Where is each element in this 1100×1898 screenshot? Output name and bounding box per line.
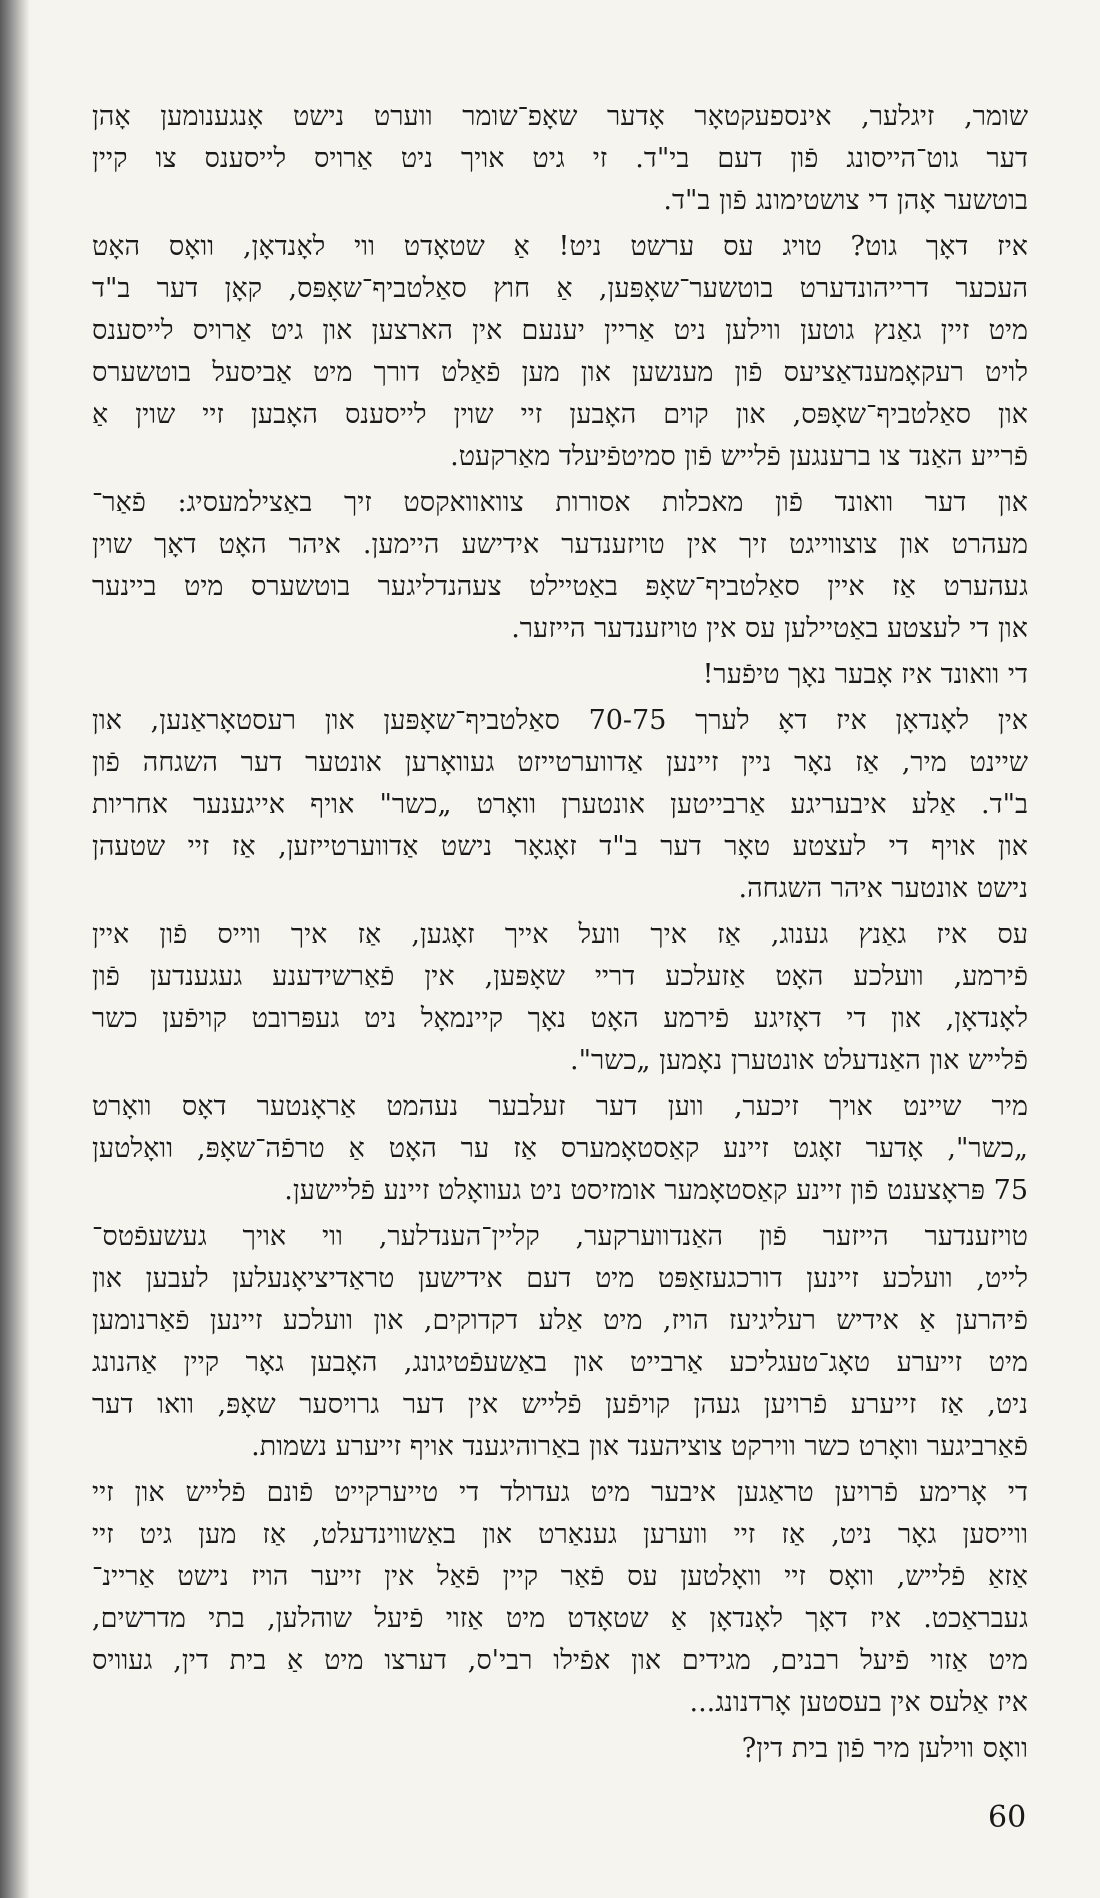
text-line: דער גוט־הייסונג פֿון דעם בי"ד. זי גיט אויך ניט אַרויס לייסענס צו קיין: [92, 143, 1028, 174]
paragraph-8: [92, 1216, 1028, 1468]
text-line: פֿירמע, וועלכע האָט אַזעלכע דריי שאָפּען, אין פֿאַרשידענע געגענדען פֿון: [92, 961, 1028, 992]
paragraph-4: [92, 654, 1028, 696]
text-line: פֿיהרען אַ אידיש רעליגיעז הויז, מיט אַלע דקדוקים, און וועלכע זיינען פֿאַרנומען: [92, 1305, 1028, 1336]
text-line: פֿרייע האַנד צו ברענגען פֿלייש פֿון סמיטפֿיעלד מאַרקעט.: [450, 441, 1028, 472]
text-line: „כשר", אָדער זאָגט זיינע קאַסטאָמערס אַז ער האָט אַ טרפֿה־שאָפּ, וואָלטען: [92, 1133, 1028, 1164]
text-line: פֿאַרביגער וואָרט כשר ווירקט צוציהענד און באַרוהיגענד אויף זייערע נשמות.: [251, 1431, 1028, 1462]
paragraph-1: [92, 96, 1028, 222]
text-line: ווייסען גאָר ניט, אַז זיי ווערען גענאַרט און באַשווינדעלט, אַז מען גיט זיי: [92, 1519, 1028, 1550]
text-line: נישט אונטער איהר השגחה.: [738, 873, 1028, 904]
text-line: און דער וואונד פֿון מאכלות אסורות צוואוואקסט זיך באַצילמעסיג: פֿאַר־: [92, 487, 1028, 518]
text-line: 75 פּראָצענט פֿון זיינע קאַסטאָמער אומזיסט ניט געוואָלט זיינע פֿליישען.: [284, 1175, 1028, 1206]
text-line: און אויף די לעצטע טאָר דער ב"ד זאָגאָר נישט אַדווערטייזען, אַז זיי שטעהן: [92, 831, 1028, 862]
text-line: ניט, אַז זייערע פֿרויען געהן קויפֿען פֿלייש אין דער גרויסער שאָפּ, וואו דער: [92, 1389, 1028, 1420]
scan-edge-shadow: [0, 0, 30, 1898]
text-line: געהערט אַז איין סאַלטביף־שאָפּ באַטיילט צעהנדליגער בוטשערס מיט ביינער: [92, 571, 1028, 602]
paragraph-6: [92, 914, 1028, 1082]
text-line: שיינט מיר, אַז נאָר ניין זיינען אַדווערטייזט געוואָרען אונטער דער השגחה פֿון: [92, 747, 1028, 778]
text-line: פֿלייש און האַנדעלט אונטערן נאָמען „כשר".: [569, 1045, 1028, 1076]
text-line: בוטשער אָהן די צושטימונג פֿון ב"ד.: [663, 185, 1028, 216]
text-line: עס איז גאַנץ גענוג, אַז איך וועל אייך זאָגען, אַז איך ווייס פֿון איין: [92, 919, 1028, 950]
text-line: ב"ד. אַלע איבעריגע אַרבייטען אונטערן וואָרט „כשר" אויף אייגענער אחריות: [92, 789, 1028, 820]
text-line: מיט זייערע טאָג־טעגליכע אַרבייט און באַשעפֿטיגונג, האָבען גאָר קיין אַהנונג: [92, 1347, 1028, 1378]
text-line: איז אַלעס אין בעסטען אָרדנונג...: [689, 1687, 1028, 1718]
text-line: און סאַלטביף־שאָפּס, און קוים האָבען זיי שוין לייסענס האָבען זיי שוין אַ: [92, 399, 1028, 430]
paragraph-2: [92, 226, 1028, 478]
text-line: שומר, זיגלער, אינספעקטאָר אָדער שאָפ־שומר ווערט נישט אָנגענומען אָהן: [92, 101, 1028, 132]
text-line: איז דאָך גוט? טויג עס ערשט ניט! אַ שטאָדט ווי לאָנדאָן, וואָס האָט: [92, 231, 1028, 262]
paragraph-7: [92, 1086, 1028, 1212]
text-line: מעהרט און צוצווייגט זיך אין טויזענדער אידישע היימען. איהר האָט דאָך שוין: [92, 529, 1028, 560]
text-line: העכער דרייהונדערט בוטשער־שאָפּען, אַ חוץ סאַלטביף־שאָפּס, קאָן דער ב"ד: [92, 273, 1028, 304]
text-line: אין לאָנדאָן איז דאָ לערך 70-75 סאַלטביף־שאָפּען און רעסטאָראַנען, און: [92, 705, 1028, 736]
text-line: מיט זיין גאַנץ גוטען ווילען ניט אַריין יענעם אין הארצען און גיט אַרויס לייסענס: [92, 315, 1028, 346]
paragraph-9: [92, 1472, 1028, 1724]
text-line: לאָנדאָן, און די דאָזיגע פֿירמע האָט נאָך קיינמאָל ניט געפּרובט קויפֿען כשר: [92, 1003, 1028, 1034]
text-line: געבראַכט. איז דאָך לאָנדאָן אַ שטאָדט מיט אַזוי פֿיעל שוהלען, בתי מדרשים,: [92, 1603, 1028, 1634]
text-line: און די לעצטע באַטיילען עס אין טויזענדער הייזער.: [511, 613, 1028, 644]
paragraph-5: [92, 700, 1028, 910]
text-line: לויט רעקאָמענדאַציעס פֿון מענשען און מען פֿאַלט דורך מיט אַביסעל בוטשערס: [92, 357, 1028, 388]
paragraph-10: [92, 1728, 1028, 1770]
page-body: [92, 96, 1028, 1774]
text-line: מיט אַזוי פֿיעל רבנים, מגידים און אפֿילו רבי'ס, דערצו מיט אַ בית דין, געוויס: [92, 1645, 1028, 1676]
text-line: אַזאַ פֿלייש, וואָס זיי וואָלטען עס פֿאַר קיין פֿאַל אין זייער הויז נישט אַריינ־: [92, 1561, 1028, 1592]
paragraph-3: [92, 482, 1028, 650]
text-line: טויזענדער הייזער פֿון האַנדווערקער, קליין־הענדלער, ווי אויך געשעפֿטס־: [92, 1221, 1028, 1252]
page-number: 60: [988, 1800, 1027, 1835]
text-line: די וואונד איז אָבער נאָך טיפֿער!: [702, 659, 1028, 690]
text-line: לייט, וועלכע זיינען דורכגעזאַפּט מיט דעם אידישען טראַדיציאָנעלען לעבען און: [92, 1263, 1028, 1294]
text-line: די אָרימע פֿרויען טראַגען איבער מיט געדולד די טייערקייט פֿונם פֿלייש און זיי: [92, 1477, 1028, 1508]
text-line: וואָס ווילען מיר פֿון בית דין?: [741, 1733, 1028, 1764]
text-line: מיר שיינט אויך זיכער, ווען דער זעלבער נעהמט אַראָנטער דאָס וואָרט: [92, 1091, 1028, 1122]
